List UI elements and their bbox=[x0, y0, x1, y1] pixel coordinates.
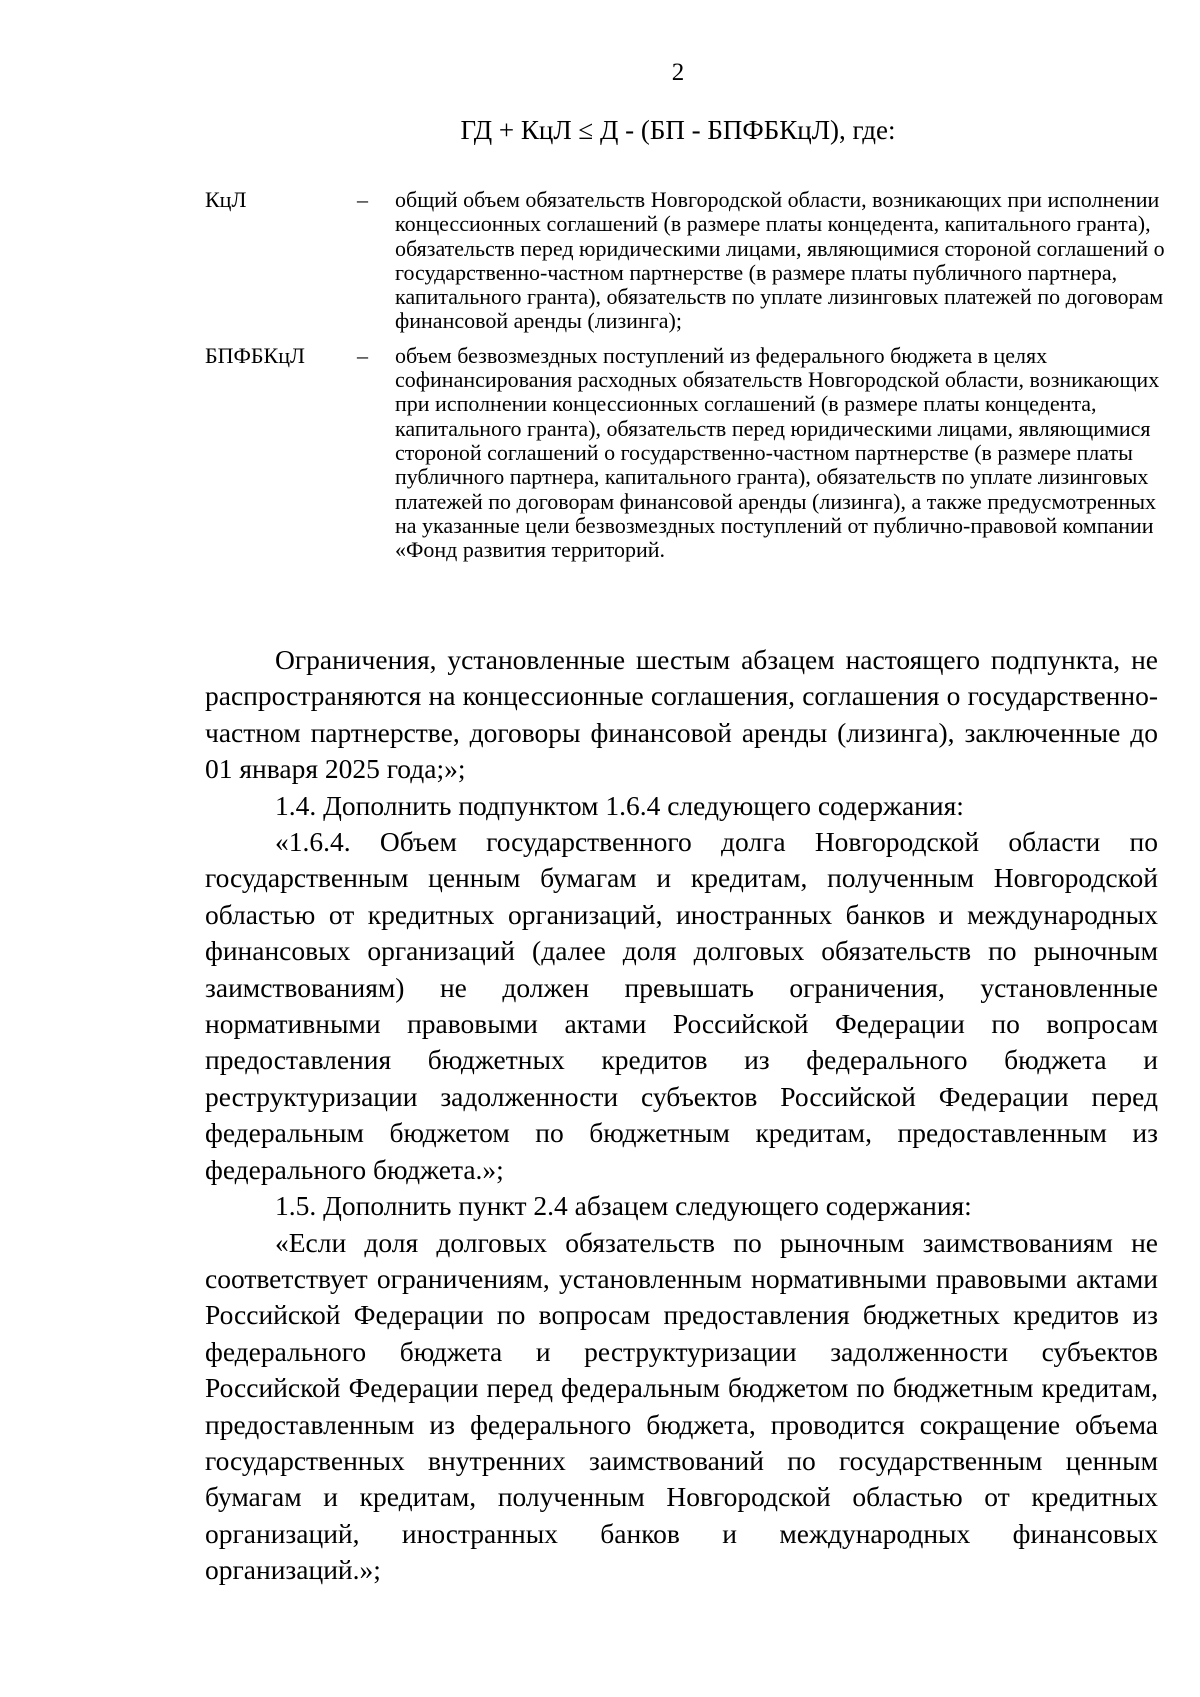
definition-item bbox=[205, 344, 1165, 563]
definition-text: общий объем обязательств Новгородской области, возникающих при исполнении концессионных соглашений (в размере платы концедента, капитального гранта), обязательств перед юридическими лицами, являющимися стороной соглашений о государственно-частном партнерстве (в размере платы публичного партнера, капитального гранта), обязательств по уплате лизинговых платежей по договорам финансовой аренды (лизинга); bbox=[395, 187, 1165, 334]
paragraph: Ограничения, установленные шестым абзацем настоящего подпункта, не распространяются на концессионные соглашения, соглашения о государственно-частном партнерстве, договоры финансовой аренды (лизинга), заключенные до 01 января 2025 года;»; bbox=[205, 644, 1158, 785]
paragraph: 1.4. Дополнить подпунктом 1.6.4 следующего содержания: bbox=[275, 789, 964, 821]
definition-term: КцЛ bbox=[205, 187, 247, 212]
definition-item bbox=[205, 188, 1165, 334]
paragraph: «Если доля долговых обязательств по рыночным заимствованиям не соответствует ограничениям, установленным нормативными правовыми актами Российской Федерации по вопросам предоставления бюджетных кредитов из федерального бюджета и реструктуризации задолженности субъектов Российской Федерации перед федеральным бюджетом по бюджетным кредитам, предоставленным из федерального бюджета, проводится сокращение объема государственных внутренних заимствований по государственным ценным бумагам и кредитам, полученным Новгородской областью от кредитных организаций, иностранных банков и международных финансовых организаций.»; bbox=[205, 1226, 1158, 1586]
definition-dash: – bbox=[357, 187, 368, 212]
definition-text: объем безвозмездных поступлений из федерального бюджета в целях софинансирования расходных обязательств Новгородской области, возникающих при исполнении концессионных соглашений (в размере платы концедента, капитального гранта), обязательств перед юридическими лицами, являющимися стороной соглашений о государственно-частном партнерстве (в размере платы публичного партнера, капитального гранта), обязательств по уплате лизинговых платежей по договорам финансовой аренды (лизинга), а также предусмотренных на указанные цели безвозмездных поступлений от публично-правовой компании «Фонд развития территорий. bbox=[395, 342, 1160, 563]
paragraph: «1.6.4. Объем государственного долга Новгородской области по государственным ценным бумагам и кредитам, полученным Новгородской областью от кредитных организаций, иностранных банков и международных финансовых организаций (далее доля долговых обязательств по рыночным заимствованиям) не должен превышать ограничения, установленные нормативными правовыми актами Российской Федерации по вопросам предоставления бюджетных кредитов из федерального бюджета и реструктуризации задолженности субъектов Российской Федерации перед федеральным бюджетом по бюджетным кредитам, предоставленным из федерального бюджета.»; bbox=[205, 826, 1158, 1185]
paragraph: 1.5. Дополнить пункт 2.4 абзацем следующего содержания: bbox=[275, 1190, 972, 1222]
page-number: 2 bbox=[671, 59, 685, 86]
formula: ГД + КцЛ ≤ Д - (БП - БПФБКцЛ), где: bbox=[460, 115, 896, 145]
definition-term: БПФБКцЛ bbox=[205, 342, 305, 368]
definition-dash: – bbox=[357, 342, 368, 368]
definitions-list bbox=[205, 188, 1165, 562]
body-text bbox=[205, 642, 1158, 1589]
